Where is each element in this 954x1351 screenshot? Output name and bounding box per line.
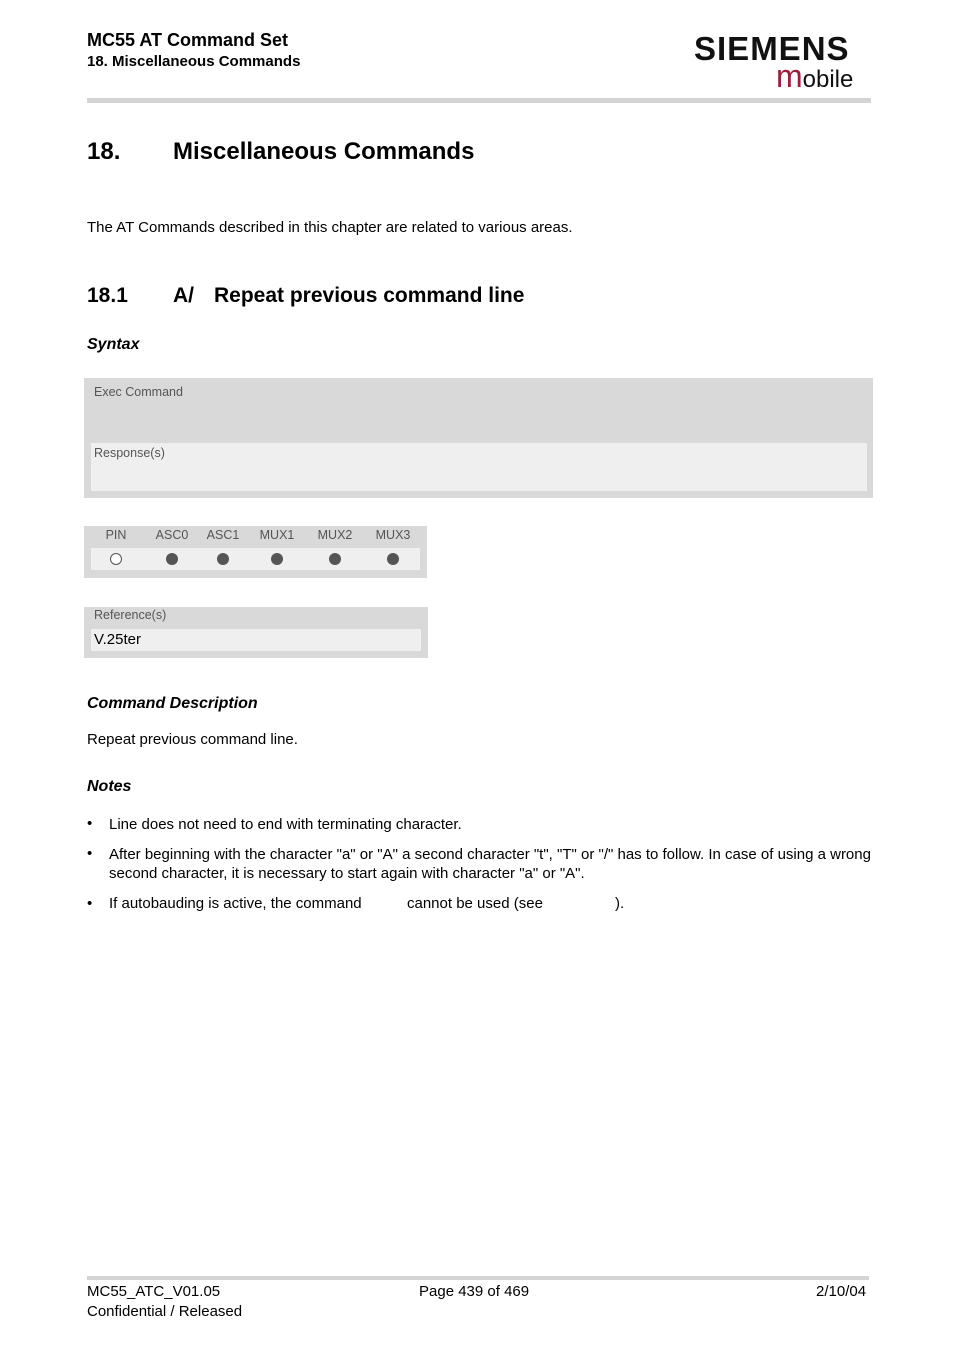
asc1-cell	[198, 550, 248, 568]
bullet-icon: •	[87, 895, 93, 912]
mux1-value-icon	[271, 553, 283, 565]
mux1-header: MUX1	[259, 528, 295, 542]
pin-cell	[91, 550, 141, 568]
chapter-subtitle: 18. Miscellaneous Commands	[87, 53, 301, 70]
note-item: After beginning with the character "a" or "A" a second character "t", "T" or "/" has to follow. In case of using a wrong second character, it is necessary to start again with character "a" or "A".	[109, 846, 871, 882]
description-text: Repeat previous command line.	[87, 731, 298, 748]
chapter-title: Miscellaneous Commands	[173, 138, 475, 165]
exec-command-label: Exec Command	[94, 385, 183, 399]
bullet-icon: •	[87, 845, 93, 862]
note-item: Line does not need to end with terminating character.	[109, 816, 462, 833]
document-title: MC55 AT Command Set	[87, 30, 289, 50]
footer-date: 2/10/04	[816, 1283, 867, 1300]
reference-label: Reference(s)	[94, 608, 167, 622]
footer-doc-id: MC55_ATC_V01.05	[87, 1283, 221, 1300]
mux3-header: MUX3	[375, 528, 411, 542]
mux2-header: MUX2	[317, 528, 353, 542]
pin-value-icon	[110, 553, 122, 565]
asc1-value-icon	[217, 553, 229, 565]
note-item-part2: cannot be used (see	[407, 895, 543, 912]
mux3-value-icon	[387, 553, 399, 565]
description-heading: Command Description	[87, 695, 258, 712]
asc0-cell	[147, 550, 197, 568]
mobile-logo-rest: obile	[802, 66, 854, 93]
chapter-intro: The AT Commands described in this chapter are related to various areas.	[87, 219, 573, 236]
asc0-header: ASC0	[155, 528, 189, 542]
mux3-cell	[368, 550, 418, 568]
syntax-heading: Syntax	[87, 336, 140, 353]
mux2-value-icon	[329, 553, 341, 565]
note-item-part3: ).	[615, 895, 625, 912]
response-label: Response(s)	[94, 446, 165, 460]
section-number: 18.1	[87, 284, 128, 307]
asc1-header: ASC1	[206, 528, 240, 542]
mux1-cell	[252, 550, 302, 568]
header-divider	[87, 98, 871, 103]
asc0-value-icon	[166, 553, 178, 565]
note-item-part1: If autobauding is active, the command	[109, 895, 362, 912]
footer-page: Page 439 of 469	[419, 1283, 530, 1300]
siemens-logo: SIEMENS	[694, 30, 850, 67]
mobile-logo-m: m	[776, 58, 803, 94]
response-cell	[91, 443, 867, 491]
footer-status: Confidential / Released	[87, 1303, 243, 1320]
chapter-number: 18.	[87, 138, 121, 165]
footer-divider	[87, 1276, 869, 1280]
pin-header: PIN	[105, 528, 127, 542]
notes-heading: Notes	[87, 778, 132, 795]
reference-value: V.25ter	[94, 631, 141, 648]
mobile-logo	[776, 58, 854, 94]
section-title: Repeat previous command line	[214, 284, 525, 307]
bullet-icon: •	[87, 815, 93, 832]
mux2-cell	[310, 550, 360, 568]
section-command: A/	[173, 284, 194, 307]
